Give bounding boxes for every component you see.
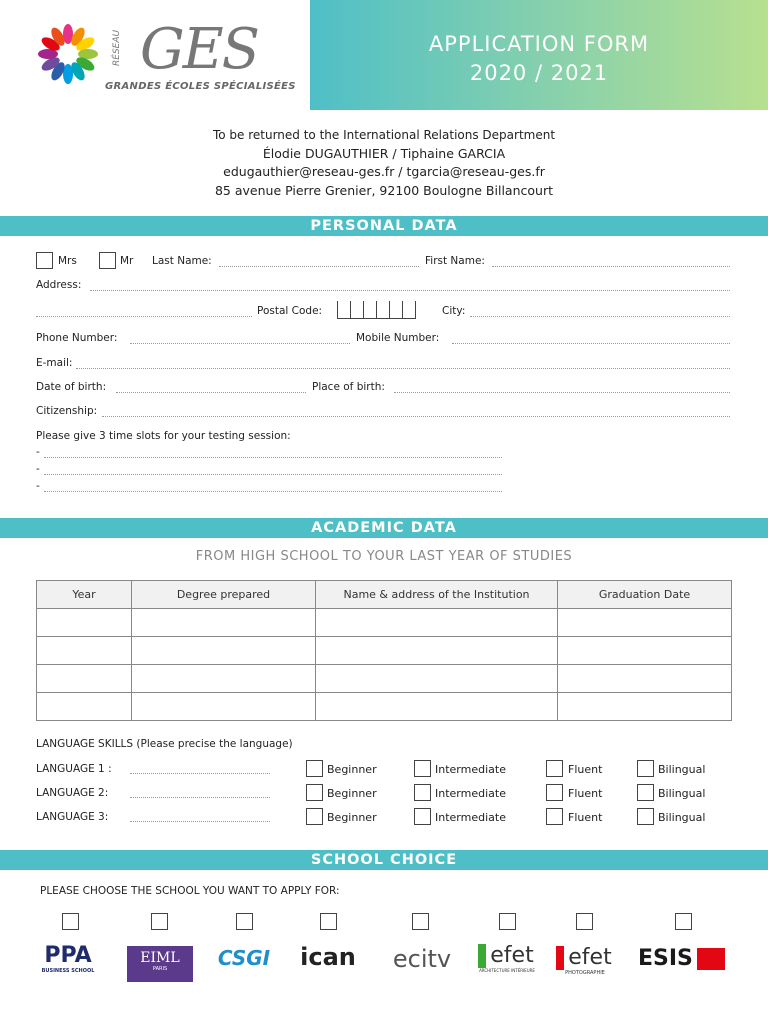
table-cell[interactable]: [37, 693, 132, 721]
postal-code-digit[interactable]: [376, 301, 389, 319]
dob-field[interactable]: [116, 392, 306, 393]
table-cell[interactable]: [316, 609, 558, 637]
time-slots-label: Please give 3 time slots for your testing session:: [36, 430, 291, 442]
postal-code-digit[interactable]: [350, 301, 363, 319]
language-1-label: LANGUAGE 1 :: [36, 763, 112, 775]
csgi-logo: [214, 946, 274, 970]
pob-label: Place of birth:: [312, 381, 385, 393]
esis-logo: [638, 946, 732, 972]
contact-line-4: 85 avenue Pierre Grenier, 92100 Boulogne Billancourt: [214, 183, 553, 198]
table-cell[interactable]: [132, 609, 316, 637]
school-checkbox-ppa[interactable]: [62, 913, 79, 930]
beginner-label: Beginner: [327, 811, 377, 824]
city-field[interactable]: [470, 316, 730, 317]
col-institution: Name & address of the Institution: [316, 581, 558, 609]
fluent-label: Fluent: [568, 811, 603, 824]
col-year: Year: [37, 581, 132, 609]
intermediate-checkbox[interactable]: [414, 784, 431, 801]
table-cell[interactable]: [316, 665, 558, 693]
bilingual-checkbox[interactable]: [637, 808, 654, 825]
section-school-choice: SCHOOL CHOICE: [0, 850, 768, 870]
city-label: City:: [442, 305, 466, 317]
address-field-2[interactable]: [36, 316, 252, 317]
language-3-label: LANGUAGE 3:: [36, 811, 109, 823]
first-name-label: First Name:: [425, 255, 485, 267]
ecitv-logo-text: ecitv: [392, 945, 452, 973]
table-cell[interactable]: [37, 637, 132, 665]
mobile-field[interactable]: [452, 343, 730, 344]
language-row-3: [0, 808, 768, 828]
efet-photo-logo-text: efet: [556, 946, 614, 970]
language-2-label: LANGUAGE 2:: [36, 787, 109, 799]
first-name-field[interactable]: [492, 266, 730, 267]
school-checkbox-csgi[interactable]: [236, 913, 253, 930]
section-personal-data: PERSONAL DATA: [0, 216, 768, 236]
logo-subtitle: GRANDES ÉCOLES SPÉCIALISÉES: [105, 81, 296, 92]
school-checkbox-ecitv[interactable]: [412, 913, 429, 930]
mr-label: Mr: [120, 255, 134, 267]
last-name-field[interactable]: [219, 266, 419, 267]
bilingual-checkbox[interactable]: [637, 760, 654, 777]
time-slot-field-2[interactable]: [44, 474, 502, 475]
postal-code-digit[interactable]: [337, 301, 350, 319]
ppa-logo: [32, 944, 104, 974]
fluent-label: Fluent: [568, 787, 603, 800]
intermediate-label: Intermediate: [435, 787, 506, 800]
intermediate-checkbox[interactable]: [414, 808, 431, 825]
ppa-logo-sub: BUSINESS SCHOOL: [41, 968, 95, 974]
time-slot-dash-1: -: [36, 446, 40, 458]
mobile-label: Mobile Number:: [356, 332, 440, 344]
ppa-logo-text: PPA: [44, 943, 92, 968]
table-row: [37, 665, 732, 693]
table-cell[interactable]: [316, 693, 558, 721]
bilingual-checkbox[interactable]: [637, 784, 654, 801]
language-1-field[interactable]: [130, 773, 270, 774]
postal-code-label: Postal Code:: [257, 305, 323, 317]
logo-petals: [36, 22, 100, 86]
fluent-label: Fluent: [568, 763, 603, 776]
contact-line-1: To be returned to the International Relations Department: [212, 128, 556, 142]
mrs-checkbox[interactable]: [36, 252, 53, 269]
pob-field[interactable]: [394, 392, 730, 393]
last-name-label: Last Name:: [152, 255, 212, 267]
ecitv-logo: [384, 946, 460, 972]
ican-logo-text: ican: [300, 943, 356, 971]
logo-reseau: RÉSEAU: [112, 29, 122, 66]
table-header-row: [37, 581, 732, 609]
table-row: [37, 637, 732, 665]
beginner-label: Beginner: [327, 763, 377, 776]
col-graduation: Graduation Date: [558, 581, 732, 609]
bilingual-label: Bilingual: [658, 763, 706, 776]
fluent-checkbox[interactable]: [546, 808, 563, 825]
school-checkbox-efet-photo[interactable]: [576, 913, 593, 930]
mr-checkbox[interactable]: [99, 252, 116, 269]
table-row: [37, 693, 732, 721]
language-row-1: [0, 760, 768, 780]
contact-line-2: Élodie DUGAUTHIER / Tiphaine GARCIA: [262, 146, 506, 161]
fluent-checkbox[interactable]: [546, 760, 563, 777]
address-field-1[interactable]: [90, 290, 730, 291]
mrs-label: Mrs: [58, 255, 77, 267]
language-row-2: [0, 784, 768, 804]
table-cell[interactable]: [558, 665, 732, 693]
table-cell[interactable]: [132, 665, 316, 693]
form-title-line1: APPLICATION FORM: [428, 32, 650, 56]
table-cell[interactable]: [132, 693, 316, 721]
intermediate-label: Intermediate: [435, 763, 506, 776]
efet-archi-logo-sub: ARCHITECTURE INTÉRIEURE: [479, 968, 535, 973]
email-label: E-mail:: [36, 357, 73, 369]
postal-code-boxes[interactable]: [337, 301, 433, 320]
beginner-label: Beginner: [327, 787, 377, 800]
esis-logo-text: ESIS: [638, 946, 693, 971]
intermediate-checkbox[interactable]: [414, 760, 431, 777]
time-slot-dash-3: -: [36, 480, 40, 492]
language-skills-title: LANGUAGE SKILLS (Please precise the language): [36, 738, 293, 750]
esis-logo-badge: [697, 948, 725, 970]
phone-label: Phone Number:: [36, 332, 118, 344]
academic-table: [36, 580, 732, 721]
contact-line-3: edugauthier@reseau-ges.fr / tgarcia@reseau-ges.fr: [223, 164, 545, 179]
csgi-logo-text: CSGI: [217, 946, 271, 970]
bilingual-label: Bilingual: [658, 787, 706, 800]
fluent-checkbox[interactable]: [546, 784, 563, 801]
citizenship-label: Citizenship:: [36, 405, 98, 417]
time-slot-dash-2: -: [36, 463, 40, 475]
address-label: Address:: [36, 279, 82, 291]
table-cell[interactable]: [37, 609, 132, 637]
form-title-line2: 2020 / 2021: [469, 61, 609, 85]
postal-code-digit[interactable]: [363, 301, 376, 319]
phone-field[interactable]: [130, 343, 350, 344]
postal-code-digit[interactable]: [389, 301, 402, 319]
time-slot-field-3[interactable]: [44, 491, 502, 492]
beginner-checkbox[interactable]: [306, 784, 323, 801]
postal-code-digit[interactable]: [402, 301, 416, 319]
table-cell[interactable]: [316, 637, 558, 665]
efet-archi-logo: [478, 944, 536, 973]
dob-label: Date of birth:: [36, 381, 107, 393]
time-slot-field-1[interactable]: [44, 457, 502, 458]
school-checkbox-efet-archi[interactable]: [499, 913, 516, 930]
efet-archi-logo-text: efet: [478, 944, 536, 968]
efet-photo-logo-sub: PHOTOGRAPHIE: [565, 970, 605, 976]
table-cell[interactable]: [558, 609, 732, 637]
eiml-logo-text: EIML: [140, 950, 180, 966]
intermediate-label: Intermediate: [435, 811, 506, 824]
form-title: [310, 30, 768, 88]
logo-ges: GES: [140, 17, 258, 82]
table-cell[interactable]: [558, 693, 732, 721]
email-field[interactable]: [76, 368, 730, 369]
table-cell[interactable]: [37, 665, 132, 693]
citizenship-field[interactable]: [102, 416, 730, 417]
eiml-logo: [127, 946, 193, 982]
section-academic-data: ACADEMIC DATA: [0, 518, 768, 538]
efet-photo-logo: [556, 946, 614, 976]
table-cell[interactable]: [558, 637, 732, 665]
language-3-field[interactable]: [130, 821, 270, 822]
language-2-field[interactable]: [130, 797, 270, 798]
col-degree: Degree prepared: [132, 581, 316, 609]
school-instruction: PLEASE CHOOSE THE SCHOOL YOU WANT TO APPLY FOR:: [40, 885, 340, 897]
school-checkbox-esis[interactable]: [675, 913, 692, 930]
beginner-checkbox[interactable]: [306, 760, 323, 777]
eiml-logo-sub: PARIS: [152, 966, 168, 972]
academic-subtitle: FROM HIGH SCHOOL TO YOUR LAST YEAR OF STUDIES: [195, 549, 573, 564]
school-checkbox-ican[interactable]: [320, 913, 337, 930]
table-row: [37, 609, 732, 637]
beginner-checkbox[interactable]: [306, 808, 323, 825]
school-checkbox-eiml[interactable]: [151, 913, 168, 930]
bilingual-label: Bilingual: [658, 811, 706, 824]
table-cell[interactable]: [132, 637, 316, 665]
ican-logo: [296, 944, 360, 970]
